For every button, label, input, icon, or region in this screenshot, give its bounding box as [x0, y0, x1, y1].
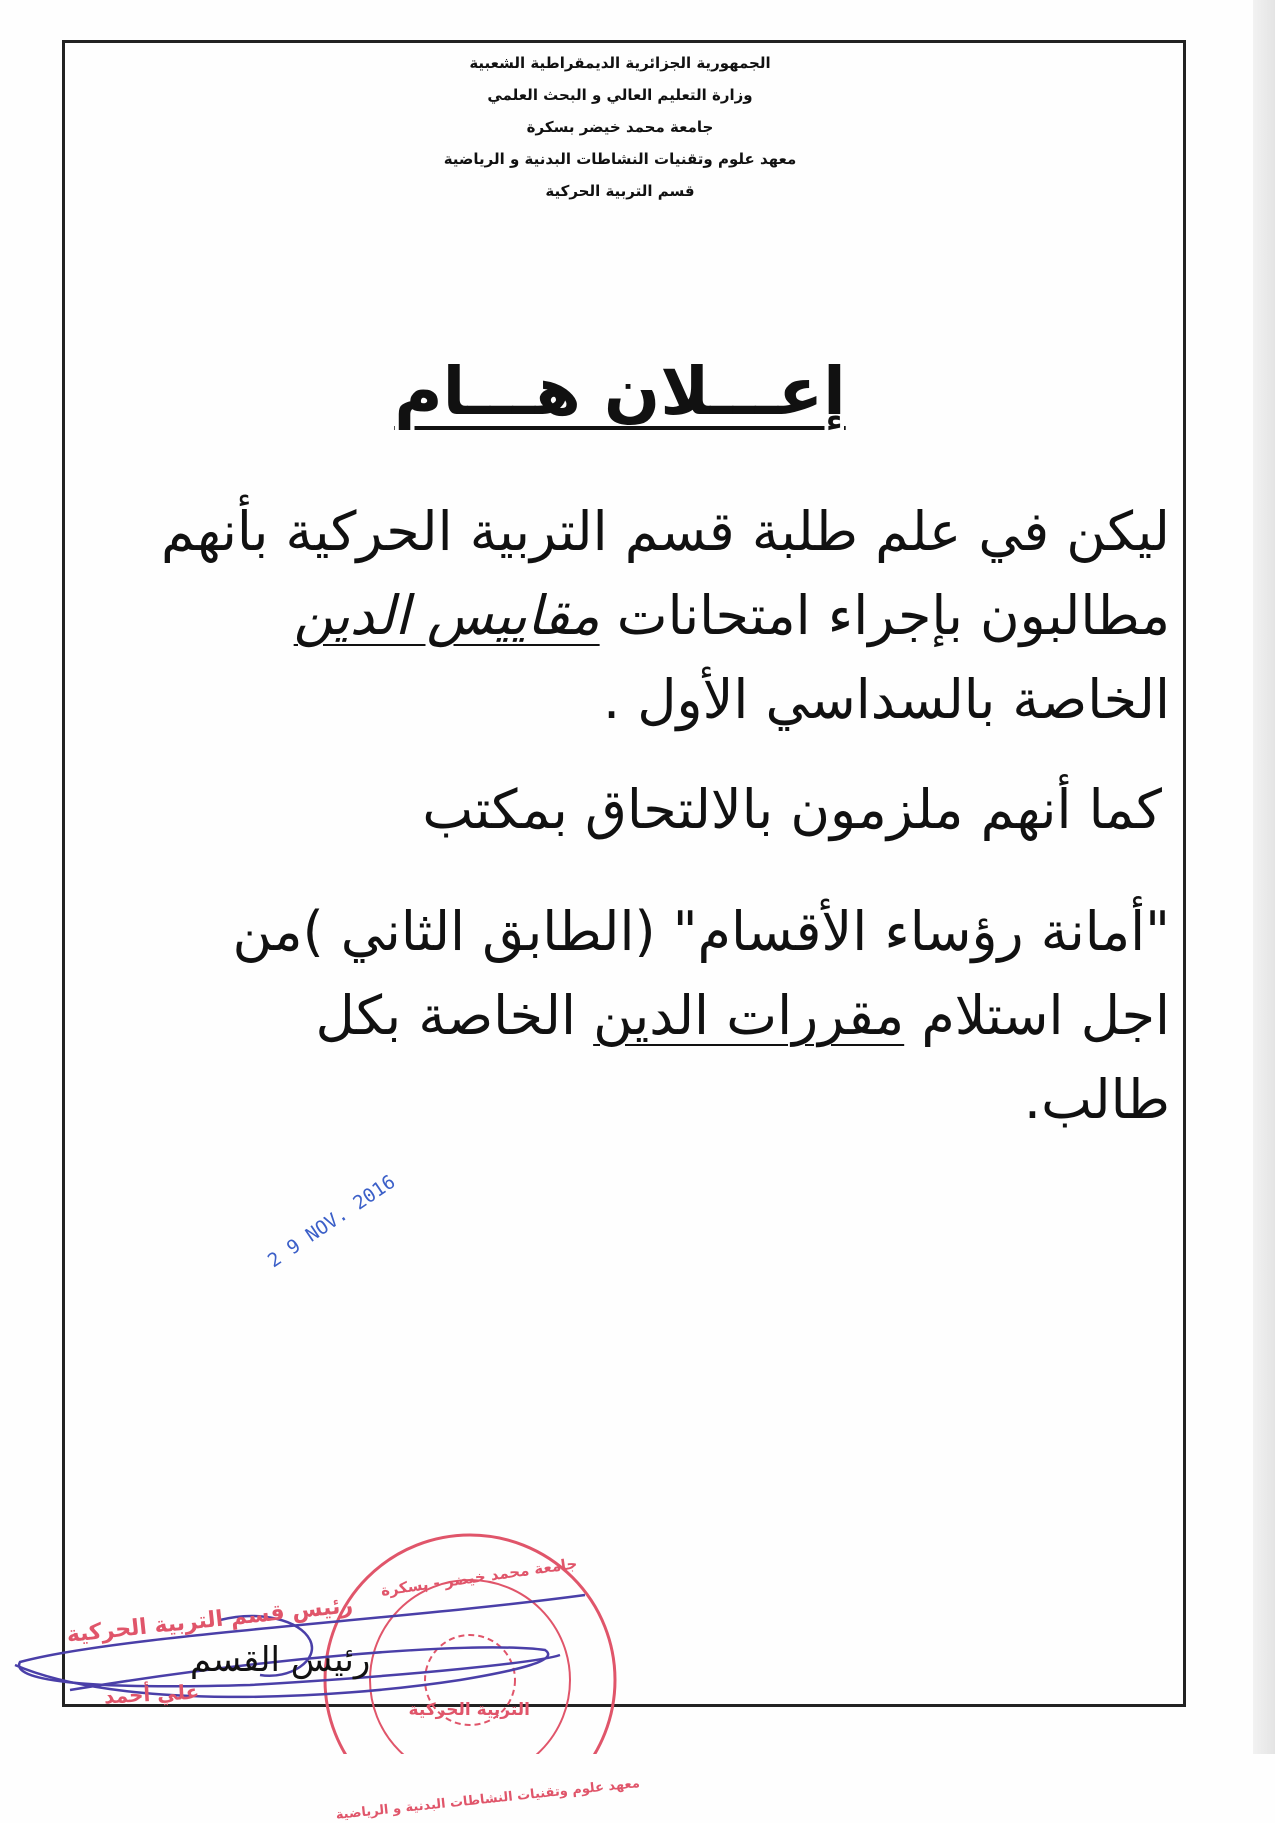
announcement-title: إعـــلان هـــام: [394, 353, 846, 430]
emphasized-subjects: مقاييس الدين: [293, 584, 600, 647]
body-text: مطالبون بإجراء امتحانات: [599, 584, 1170, 647]
scan-edge: [1253, 0, 1275, 1754]
body-line: الخاصة بالسداسي الأول .: [602, 668, 1170, 731]
header-department: قسم التربية الحركية: [545, 182, 695, 200]
body-line: طالب.: [1023, 1068, 1170, 1131]
announcement-body: [110, 490, 1170, 1142]
body-text: الخاصة بكل: [315, 984, 594, 1047]
seal-ring-bottom: معهد علوم وتقنيات النشاطات البدنية و الرياضية: [335, 1776, 641, 1823]
seal-ring-top: جامعة محمد خيضر - بسكرة: [379, 1554, 579, 1600]
date-stamp: 2 9 NOV. 2016: [263, 1170, 400, 1273]
emphasized-decisions: مقررات الدين: [593, 984, 905, 1047]
seal-center-text: التربية الحركية: [408, 1700, 530, 1720]
body-line: [110, 574, 1170, 658]
header-republic: الجمهورية الجزائرية الديمقراطية الشعبية: [469, 54, 771, 72]
body-text: اجل استلام: [904, 984, 1170, 1047]
letterhead: [330, 52, 910, 212]
header-ministry: وزارة التعليم العالي و البحث العلمي: [487, 86, 753, 104]
header-institute: معهد علوم وتقنيات النشاطات البدنية و الرياضية: [443, 150, 797, 168]
body-line: "أمانة رؤساء الأقسام" (الطابق الثاني )من: [232, 900, 1170, 963]
header-university: جامعة محمد خيضر بسكرة: [526, 118, 714, 136]
head-stamp-name: علي أحمد: [103, 1679, 200, 1709]
head-stamp-title: رئيس قسم التربية الحركية: [65, 1593, 355, 1648]
body-line: كما أنهم ملزمون بالالتحاق بمكتب: [422, 778, 1162, 841]
signature-label: رئيس القسم: [190, 1640, 371, 1680]
body-line: ليكن في علم طلبة قسم التربية الحركية بأنهم: [161, 500, 1170, 563]
body-line: [110, 974, 1170, 1058]
